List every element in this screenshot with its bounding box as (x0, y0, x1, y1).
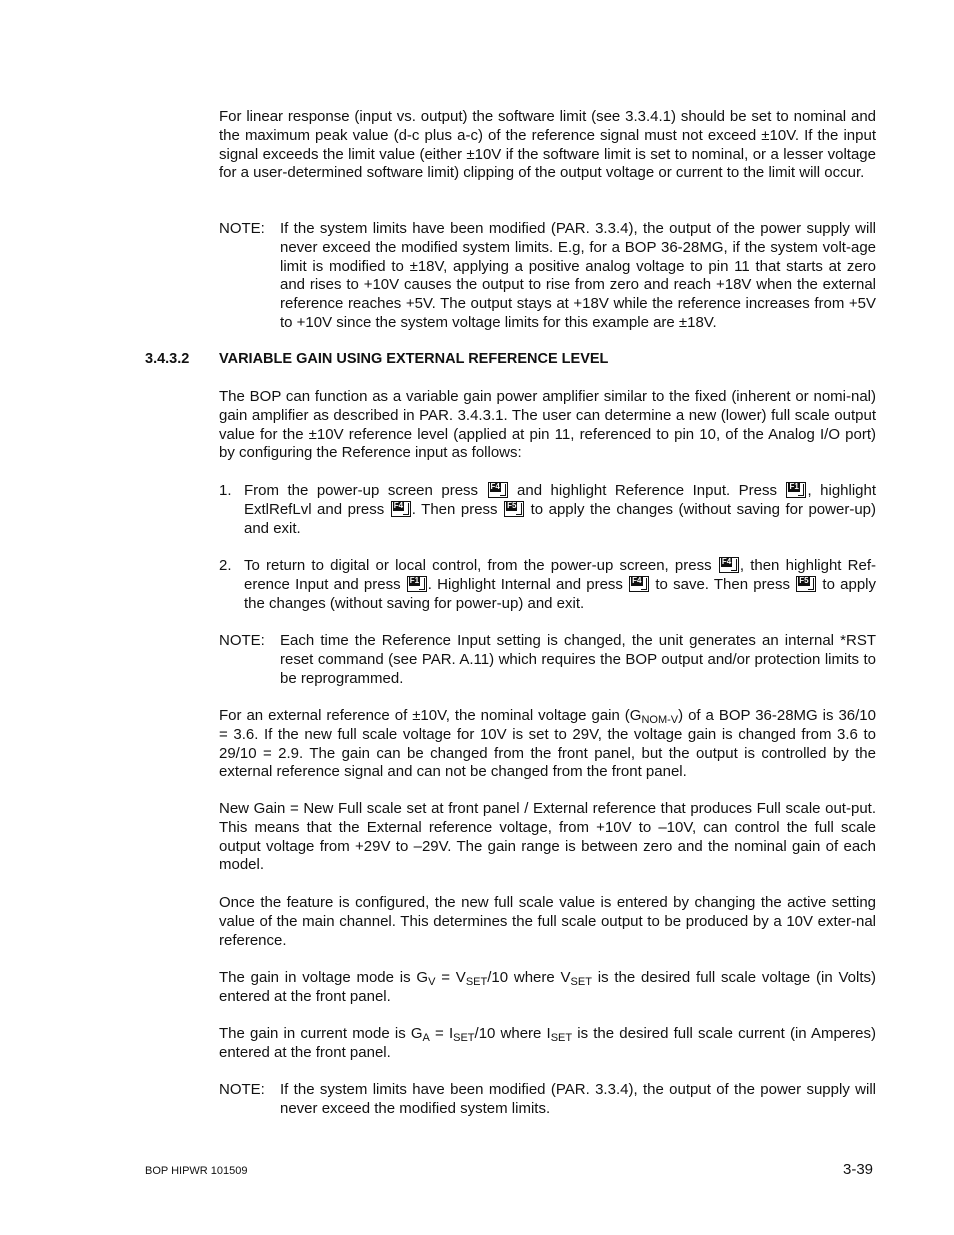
paragraph-voltage-gain (219, 969, 876, 1007)
text-part: ) of a BOP 36-28MG is 36/10 = 3.6. If the new full scale voltage for 10V is set to 29V, the voltage gain is changed from 3.6 to 29/10 = 2.9. The gain can be changed from the front panel, but the output is controlled by the external reference signal and can not be changed from the front panel. (219, 707, 876, 781)
text-part: is the desired full scale voltage (in Volts) entered at the front panel. (219, 969, 877, 1005)
note-text: If the system limits have been modified (PAR. 3.3.4), the output of the power supply will never exceed the modified system limits. (280, 1081, 876, 1117)
note-system-limits (219, 220, 876, 333)
text-part: = I (429, 1025, 454, 1042)
paragraph-linear-response: For linear response (input vs. output) the software limit (see 3.3.4.1) should be set to nominal and the maximum peak value (d-c plus a-c) of the reference signal must not exceed ±10V. If the input signal exceeds the limit value (either ±10V if the software limit is set to nominal, or a lesser voltage for a user-determined software limit) clipping of the output voltage or current to the limit will occur. (219, 108, 876, 182)
paragraph-variable-gain: The BOP can function as a variable gain power amplifier similar to the fixed (inherent or nomi-nal) gain amplifier as described in PAR. 3.4.3.1. The user can determine a new (lower) full scale output value for the ±10V reference level (applied at pin 11, referenced to pin 10, of the Analog I/O port) by configuring the Reference input as follows: (219, 388, 876, 462)
section-heading (145, 351, 608, 367)
list-text-part: . Then press (411, 500, 498, 518)
list-text-part: , highlight ExtlRefLvl and press (244, 482, 877, 518)
note-label: NOTE: (219, 632, 265, 649)
f4-key-icon (391, 501, 411, 517)
f4-key-icon (629, 576, 649, 592)
list-text-part: and highlight Reference Input. Press (517, 482, 777, 499)
key-label: F1 (789, 482, 799, 491)
note-label: NOTE: (219, 1081, 265, 1098)
key-label: F5 (507, 500, 517, 510)
subscript: SET (465, 976, 488, 988)
text-part: /10 where I (474, 1025, 551, 1042)
list-text (244, 482, 876, 538)
subscript: SET (550, 1032, 573, 1044)
subscript: NOM-V (641, 714, 679, 726)
f1-key-icon (786, 482, 806, 498)
footer-doc-id: BOP HIPWR 101509 (145, 1165, 248, 1177)
paragraph-nominal-gain (219, 707, 876, 782)
list-item (219, 557, 876, 613)
f5-key-icon (796, 576, 816, 592)
list-text-part: To return to digital or local control, from the power-up screen, press (244, 557, 712, 574)
list-text-part: , then highlight Ref-erence Input and press (244, 557, 877, 593)
list-text-part: From the power-up screen press (244, 482, 479, 499)
text-part: For an external reference of ±10V, the nominal voltage gain (G (219, 707, 642, 724)
section-number: 3.4.3.2 (145, 351, 190, 367)
note-text: Each time the Reference Input setting is changed, the unit generates an internal *RST reset command (see PAR. A.11) which requires the BOP output and/or protection limits to be reprogrammed. (280, 632, 876, 687)
list-text-part: to save. Then press (655, 575, 790, 593)
text-part: The gain in voltage mode is G (219, 969, 429, 986)
f1-key-icon (407, 576, 427, 592)
f4-key-icon (488, 482, 508, 498)
key-label: F4 (393, 500, 404, 510)
list-item (219, 482, 876, 538)
paragraph-current-gain (219, 1025, 876, 1063)
key-label: F4 (632, 575, 642, 585)
key-label: F4 (490, 482, 500, 491)
footer-page-number: 3-39 (843, 1161, 874, 1178)
subscript: SET (570, 976, 592, 988)
text-part: = V (435, 969, 466, 986)
key-label: F1 (409, 575, 420, 585)
paragraph-new-gain: New Gain = New Full scale set at front panel / External reference that produces Full scale out-put. This means that the External reference voltage, from +10V to –10V, can control the full scale output voltage from +29V to –29V. The gain range is between zero and the nominal gain of each model. (219, 800, 876, 874)
note-label: NOTE: (219, 220, 265, 237)
list-text-part: to apply the changes (without saving for power-up) and exit. (244, 500, 876, 537)
subscript: SET (453, 1032, 475, 1044)
list-text (244, 557, 876, 613)
f5-key-icon (504, 501, 524, 517)
list-text-part: . Highlight Internal and press (427, 575, 623, 593)
list-text-part: to apply the changes (without saving for power-up) and exit. (244, 575, 877, 612)
subscript: A (422, 1032, 430, 1044)
subscript: V (428, 976, 436, 988)
list-number: 1. (219, 482, 232, 499)
section-title: VARIABLE GAIN USING EXTERNAL REFERENCE LEVEL (219, 351, 609, 367)
text-part: is the desired full scale current (in Amperes) entered at the front panel. (219, 1025, 876, 1061)
f4-key-icon (719, 557, 739, 573)
note-text: If the system limits have been modified (PAR. 3.3.4), the output of the power supply will never exceed the modified system limits. E.g, for a BOP 36-28MG, if the system volt-age limit is modified to ±18V, applying a positive analog voltage to pin 11 that starts at zero and rises to +10V causes the output to rise from zero and reach +18V when the external reference reaches +5V. The output stays at +18V while the reference increases from +5V to +10V since the system voltage limits for this example are ±18V. (280, 220, 876, 331)
text-part: The gain in current mode is G (219, 1025, 423, 1042)
key-label: F5 (799, 575, 809, 585)
note-system-limits-2 (219, 1081, 876, 1119)
list-number: 2. (219, 557, 232, 574)
paragraph-configured: Once the feature is configured, the new full scale value is entered by changing the active setting value of the main channel. This determines the full scale output to be produced by a 10V exter-nal reference. (219, 894, 876, 949)
text-part: /10 where V (487, 969, 571, 986)
note-reference-input (219, 632, 876, 688)
key-label: F4 (721, 557, 732, 566)
